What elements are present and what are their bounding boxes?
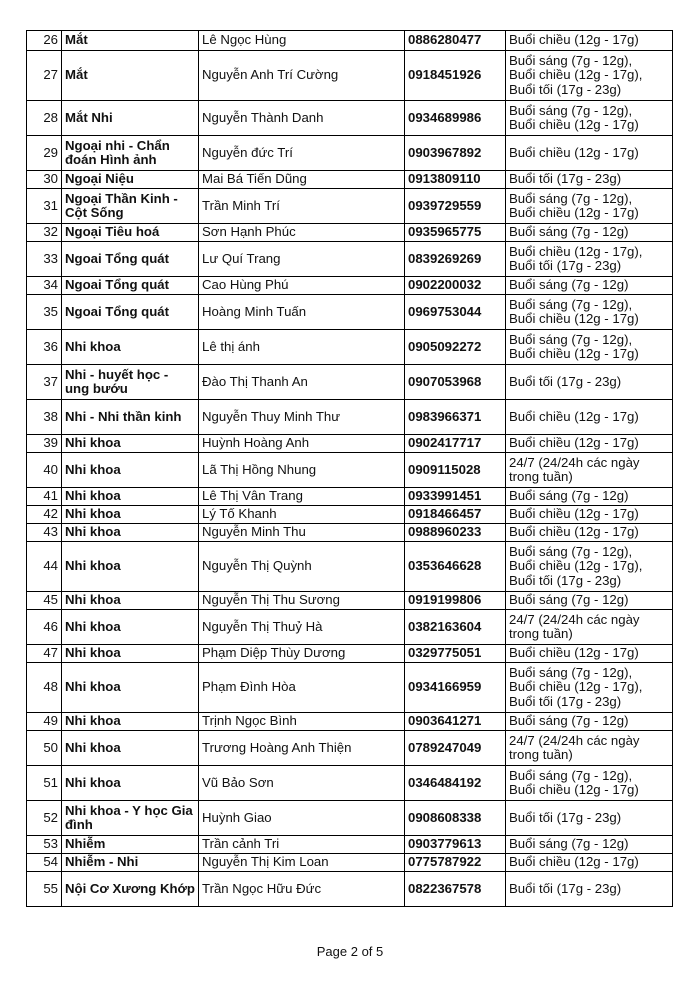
schedule-line: Buổi chiều (12g - 17g) <box>509 854 639 870</box>
table-row <box>27 872 673 907</box>
doctor-name-cell: Trần Ngọc Hữu Đức <box>199 872 405 907</box>
phone-cell: 0329775051 <box>405 645 506 663</box>
schedule-cell <box>506 766 673 801</box>
schedule-cell <box>506 506 673 524</box>
schedule-line: 24/7 (24/24h các ngày <box>509 454 640 470</box>
schedule-cell <box>506 136 673 171</box>
schedule-line: Buổi chiều (12g - 17g), <box>509 67 643 83</box>
table-row <box>27 242 673 277</box>
table-row <box>27 592 673 610</box>
schedule-cell <box>506 171 673 189</box>
row-number-cell: 44 <box>27 542 62 592</box>
schedule-cell <box>506 189 673 224</box>
doctor-name-cell: Nguyễn Minh Thu <box>199 524 405 542</box>
schedule-line: Buổi tối (17g - 23g) <box>509 373 622 389</box>
table-row <box>27 663 673 713</box>
row-number-cell: 26 <box>27 31 62 51</box>
phone-cell: 0913809110 <box>405 171 506 189</box>
table-row <box>27 31 673 51</box>
schedule-line: Buổi tối (17g - 23g) <box>509 693 622 709</box>
doctor-name-cell: Cao Hùng Phú <box>199 277 405 295</box>
doctor-name-cell: Lý Tố Khanh <box>199 506 405 524</box>
specialty-cell: Nội Cơ Xương Khớp <box>62 872 199 907</box>
row-number-cell: 35 <box>27 295 62 330</box>
phone-cell: 0353646628 <box>405 542 506 592</box>
specialty-cell: Nhi khoa <box>62 435 199 453</box>
schedule-line: Buổi chiều (12g - 17g), <box>509 679 643 695</box>
schedule-line: Buổi tối (17g - 23g) <box>509 572 622 588</box>
specialty-cell: Nhi khoa <box>62 645 199 663</box>
doctor-roster-table <box>26 30 673 907</box>
doctor-name-cell: Nguyễn Thị Quỳnh <box>199 542 405 592</box>
specialty-cell: Ngoại Tiêu hoá <box>62 224 199 242</box>
phone-cell: 0839269269 <box>405 242 506 277</box>
table-row <box>27 400 673 435</box>
schedule-line: Buổi sáng (7g - 12g), <box>509 767 633 783</box>
doctor-name-cell: Lê Ngọc Hùng <box>199 31 405 51</box>
phone-cell: 0933991451 <box>405 488 506 506</box>
schedule-line: 24/7 (24/24h các ngày <box>509 611 640 627</box>
doctor-name-cell: Nguyễn Thị Thu Sương <box>199 592 405 610</box>
row-number-cell: 47 <box>27 645 62 663</box>
schedule-line: trong tuần) <box>509 469 573 484</box>
table-row <box>27 224 673 242</box>
phone-cell: 0918451926 <box>405 51 506 101</box>
schedule-cell <box>506 592 673 610</box>
phone-cell: 0919199806 <box>405 592 506 610</box>
specialty-cell: Ngoại nhi - Chẩn đoán Hình ảnh <box>62 136 199 171</box>
phone-cell: 0918466457 <box>405 506 506 524</box>
phone-cell: 0382163604 <box>405 610 506 645</box>
schedule-cell <box>506 51 673 101</box>
table-row <box>27 277 673 295</box>
schedule-cell <box>506 836 673 854</box>
schedule-line: Buổi tối (17g - 23g) <box>509 81 622 97</box>
table-row <box>27 713 673 731</box>
schedule-line: Buổi tối (17g - 23g) <box>509 258 622 273</box>
schedule-cell <box>506 277 673 295</box>
specialty-cell: Ngoại Niệu <box>62 171 199 189</box>
schedule-line: Buổi sáng (7g - 12g) <box>509 836 629 852</box>
specialty-cell: Nhi khoa <box>62 506 199 524</box>
row-number-cell: 39 <box>27 435 62 453</box>
doctor-name-cell: Huỳnh Hoàng Anh <box>199 435 405 453</box>
schedule-line: Buổi sáng (7g - 12g), <box>509 53 633 69</box>
schedule-cell <box>506 31 673 51</box>
schedule-line: Buổi chiều (12g - 17g) <box>509 205 639 220</box>
specialty-cell: Nhi khoa <box>62 610 199 645</box>
schedule-line: 24/7 (24/24h các ngày <box>509 732 640 748</box>
specialty-cell: Nhi khoa <box>62 524 199 542</box>
schedule-line: trong tuần) <box>509 747 573 762</box>
row-number-cell: 33 <box>27 242 62 277</box>
table-row <box>27 453 673 488</box>
doctor-name-cell: Hoàng Minh Tuấn <box>199 295 405 330</box>
row-number-cell: 45 <box>27 592 62 610</box>
table-row <box>27 836 673 854</box>
schedule-line: Buổi chiều (12g - 17g) <box>509 117 639 132</box>
schedule-cell <box>506 435 673 453</box>
specialty-cell: Nhiễm - Nhi <box>62 854 199 872</box>
row-number-cell: 49 <box>27 713 62 731</box>
phone-cell: 0939729559 <box>405 189 506 224</box>
schedule-cell <box>506 365 673 400</box>
schedule-line: Buổi chiều (12g - 17g) <box>509 32 639 48</box>
schedule-line: Buổi sáng (7g - 12g), <box>509 296 633 312</box>
specialty-cell: Mắt <box>62 31 199 51</box>
table-row <box>27 435 673 453</box>
specialty-cell: Nhi khoa <box>62 713 199 731</box>
doctor-name-cell: Nguyễn Anh Trí Cường <box>199 51 405 101</box>
schedule-cell <box>506 295 673 330</box>
schedule-line: Buổi chiều (12g - 17g), <box>509 558 643 574</box>
doctor-name-cell: Trần cảnh Tri <box>199 836 405 854</box>
specialty-cell: Nhi khoa - Y học Gia đình <box>62 801 199 836</box>
schedule-line: Buổi chiều (12g - 17g) <box>509 346 639 361</box>
table-row <box>27 51 673 101</box>
schedule-line: Buổi sáng (7g - 12g), <box>509 331 633 347</box>
phone-cell: 0902417717 <box>405 435 506 453</box>
phone-cell: 0988960233 <box>405 524 506 542</box>
schedule-cell <box>506 400 673 435</box>
row-number-cell: 28 <box>27 101 62 136</box>
row-number-cell: 51 <box>27 766 62 801</box>
table-row <box>27 801 673 836</box>
doctor-name-cell: Nguyễn Thuy Minh Thư <box>199 400 405 435</box>
specialty-cell: Nhi - huyết học - ung bướu <box>62 365 199 400</box>
schedule-line: Buổi chiều (12g - 17g) <box>509 144 639 160</box>
row-number-cell: 34 <box>27 277 62 295</box>
doctor-name-cell: Huỳnh Giao <box>199 801 405 836</box>
schedule-line: Buổi sáng (7g - 12g), <box>509 665 633 681</box>
doctor-name-cell: Trương Hoàng Anh Thiện <box>199 731 405 766</box>
row-number-cell: 31 <box>27 189 62 224</box>
table-row <box>27 488 673 506</box>
doctor-name-cell: Phạm Diệp Thùy Dương <box>199 645 405 663</box>
schedule-cell <box>506 801 673 836</box>
phone-cell: 0822367578 <box>405 872 506 907</box>
specialty-cell: Nhi - Nhi thần kinh <box>62 400 199 435</box>
schedule-line: Buổi chiều (12g - 17g) <box>509 435 639 451</box>
specialty-cell: Nhi khoa <box>62 330 199 365</box>
schedule-cell <box>506 524 673 542</box>
row-number-cell: 40 <box>27 453 62 488</box>
schedule-line: Buổi sáng (7g - 12g), <box>509 190 633 206</box>
schedule-cell <box>506 854 673 872</box>
row-number-cell: 32 <box>27 224 62 242</box>
doctor-name-cell: Phạm Đình Hòa <box>199 663 405 713</box>
table-row <box>27 766 673 801</box>
specialty-cell: Nhi khoa <box>62 663 199 713</box>
page-footer <box>0 944 700 959</box>
table-row <box>27 645 673 663</box>
schedule-line: Buổi chiều (12g - 17g) <box>509 645 639 661</box>
phone-cell: 0905092272 <box>405 330 506 365</box>
specialty-cell: Nhi khoa <box>62 453 199 488</box>
row-number-cell: 42 <box>27 506 62 524</box>
doctor-name-cell: Nguyễn Thành Danh <box>199 101 405 136</box>
phone-cell: 0903967892 <box>405 136 506 171</box>
schedule-line: Buổi chiều (12g - 17g) <box>509 782 639 797</box>
row-number-cell: 30 <box>27 171 62 189</box>
schedule-cell <box>506 242 673 277</box>
row-number-cell: 48 <box>27 663 62 713</box>
phone-cell: 0934166959 <box>405 663 506 713</box>
table-row <box>27 101 673 136</box>
table-row <box>27 136 673 171</box>
schedule-line: Buổi tối (17g - 23g) <box>509 809 622 825</box>
schedule-line: Buổi sáng (7g - 12g) <box>509 277 629 293</box>
row-number-cell: 36 <box>27 330 62 365</box>
specialty-cell: Nhi khoa <box>62 542 199 592</box>
row-number-cell: 54 <box>27 854 62 872</box>
specialty-cell: Nhi khoa <box>62 488 199 506</box>
table-row <box>27 731 673 766</box>
table-row <box>27 171 673 189</box>
phone-cell: 0346484192 <box>405 766 506 801</box>
phone-cell: 0909115028 <box>405 453 506 488</box>
schedule-line: Buổi chiều (12g - 17g) <box>509 524 639 540</box>
schedule-line: Buổi sáng (7g - 12g) <box>509 713 629 729</box>
row-number-cell: 41 <box>27 488 62 506</box>
schedule-cell <box>506 663 673 713</box>
schedule-line: trong tuần) <box>509 626 573 641</box>
row-number-cell: 52 <box>27 801 62 836</box>
doctor-name-cell: Nguyễn Thị Kim Loan <box>199 854 405 872</box>
phone-cell: 0789247049 <box>405 731 506 766</box>
table-row <box>27 506 673 524</box>
table-row <box>27 524 673 542</box>
schedule-line: Buổi chiều (12g - 17g) <box>509 311 639 326</box>
specialty-cell: Ngoai Tổng quát <box>62 277 199 295</box>
schedule-cell <box>506 453 673 488</box>
doctor-name-cell: Lê thị ánh <box>199 330 405 365</box>
doctor-name-cell: Lã Thị Hồng Nhung <box>199 453 405 488</box>
doctor-name-cell: Đào Thị Thanh An <box>199 365 405 400</box>
doctor-name-cell: Vũ Bảo Sơn <box>199 766 405 801</box>
doctor-name-cell: Trịnh Ngọc Bình <box>199 713 405 731</box>
schedule-cell <box>506 731 673 766</box>
schedule-cell <box>506 542 673 592</box>
schedule-cell <box>506 224 673 242</box>
specialty-cell: Ngoại Thần Kinh - Cột Sống <box>62 189 199 224</box>
row-number-cell: 37 <box>27 365 62 400</box>
schedule-cell <box>506 488 673 506</box>
roster-body <box>27 31 673 907</box>
schedule-line: Buổi sáng (7g - 12g) <box>509 488 629 504</box>
phone-cell: 0775787922 <box>405 854 506 872</box>
phone-cell: 0983966371 <box>405 400 506 435</box>
phone-cell: 0903779613 <box>405 836 506 854</box>
phone-cell: 0969753044 <box>405 295 506 330</box>
schedule-line: Buổi sáng (7g - 12g) <box>509 592 629 608</box>
schedule-cell <box>506 645 673 663</box>
schedule-line: Buổi chiều (12g - 17g), <box>509 243 643 259</box>
schedule-line: Buổi chiều (12g - 17g) <box>509 408 639 424</box>
phone-cell: 0902200032 <box>405 277 506 295</box>
specialty-cell: Ngoai Tổng quát <box>62 242 199 277</box>
row-number-cell: 55 <box>27 872 62 907</box>
table-row <box>27 542 673 592</box>
schedule-cell <box>506 713 673 731</box>
row-number-cell: 46 <box>27 610 62 645</box>
doctor-name-cell: Sơn Hạnh Phúc <box>199 224 405 242</box>
phone-cell: 0934689986 <box>405 101 506 136</box>
specialty-cell: Nhi khoa <box>62 766 199 801</box>
row-number-cell: 53 <box>27 836 62 854</box>
specialty-cell: Mắt Nhi <box>62 101 199 136</box>
phone-cell: 0907053968 <box>405 365 506 400</box>
table-row <box>27 295 673 330</box>
row-number-cell: 27 <box>27 51 62 101</box>
schedule-cell <box>506 610 673 645</box>
row-number-cell: 38 <box>27 400 62 435</box>
doctor-name-cell: Mai Bá Tiến Dũng <box>199 171 405 189</box>
table-row <box>27 610 673 645</box>
doctor-name-cell: Lư Quí Trang <box>199 242 405 277</box>
schedule-line: Buổi chiều (12g - 17g) <box>509 506 639 522</box>
schedule-cell <box>506 872 673 907</box>
schedule-line: Buổi sáng (7g - 12g), <box>509 544 633 560</box>
table-row <box>27 330 673 365</box>
table-row <box>27 365 673 400</box>
schedule-line: Buổi tối (17g - 23g) <box>509 171 622 187</box>
row-number-cell: 29 <box>27 136 62 171</box>
specialty-cell: Nhi khoa <box>62 592 199 610</box>
page-number: Page 2 of 5 <box>316 944 384 959</box>
specialty-cell: Nhiễm <box>62 836 199 854</box>
schedule-cell <box>506 330 673 365</box>
specialty-cell: Mắt <box>62 51 199 101</box>
doctor-name-cell: Nguyễn đức Trí <box>199 136 405 171</box>
schedule-line: Buổi sáng (7g - 12g) <box>509 224 629 240</box>
row-number-cell: 50 <box>27 731 62 766</box>
table-row <box>27 854 673 872</box>
schedule-line: Buổi tối (17g - 23g) <box>509 880 622 896</box>
schedule-cell <box>506 101 673 136</box>
row-number-cell: 43 <box>27 524 62 542</box>
doctor-name-cell: Nguyễn Thị Thuỷ Hà <box>199 610 405 645</box>
table-row <box>27 189 673 224</box>
specialty-cell: Nhi khoa <box>62 731 199 766</box>
schedule-line: Buổi sáng (7g - 12g), <box>509 102 633 118</box>
doctor-name-cell: Lê Thị Vân Trang <box>199 488 405 506</box>
phone-cell: 0886280477 <box>405 31 506 51</box>
phone-cell: 0935965775 <box>405 224 506 242</box>
specialty-cell: Ngoai Tổng quát <box>62 295 199 330</box>
phone-cell: 0908608338 <box>405 801 506 836</box>
phone-cell: 0903641271 <box>405 713 506 731</box>
doctor-name-cell: Trần Minh Trí <box>199 189 405 224</box>
